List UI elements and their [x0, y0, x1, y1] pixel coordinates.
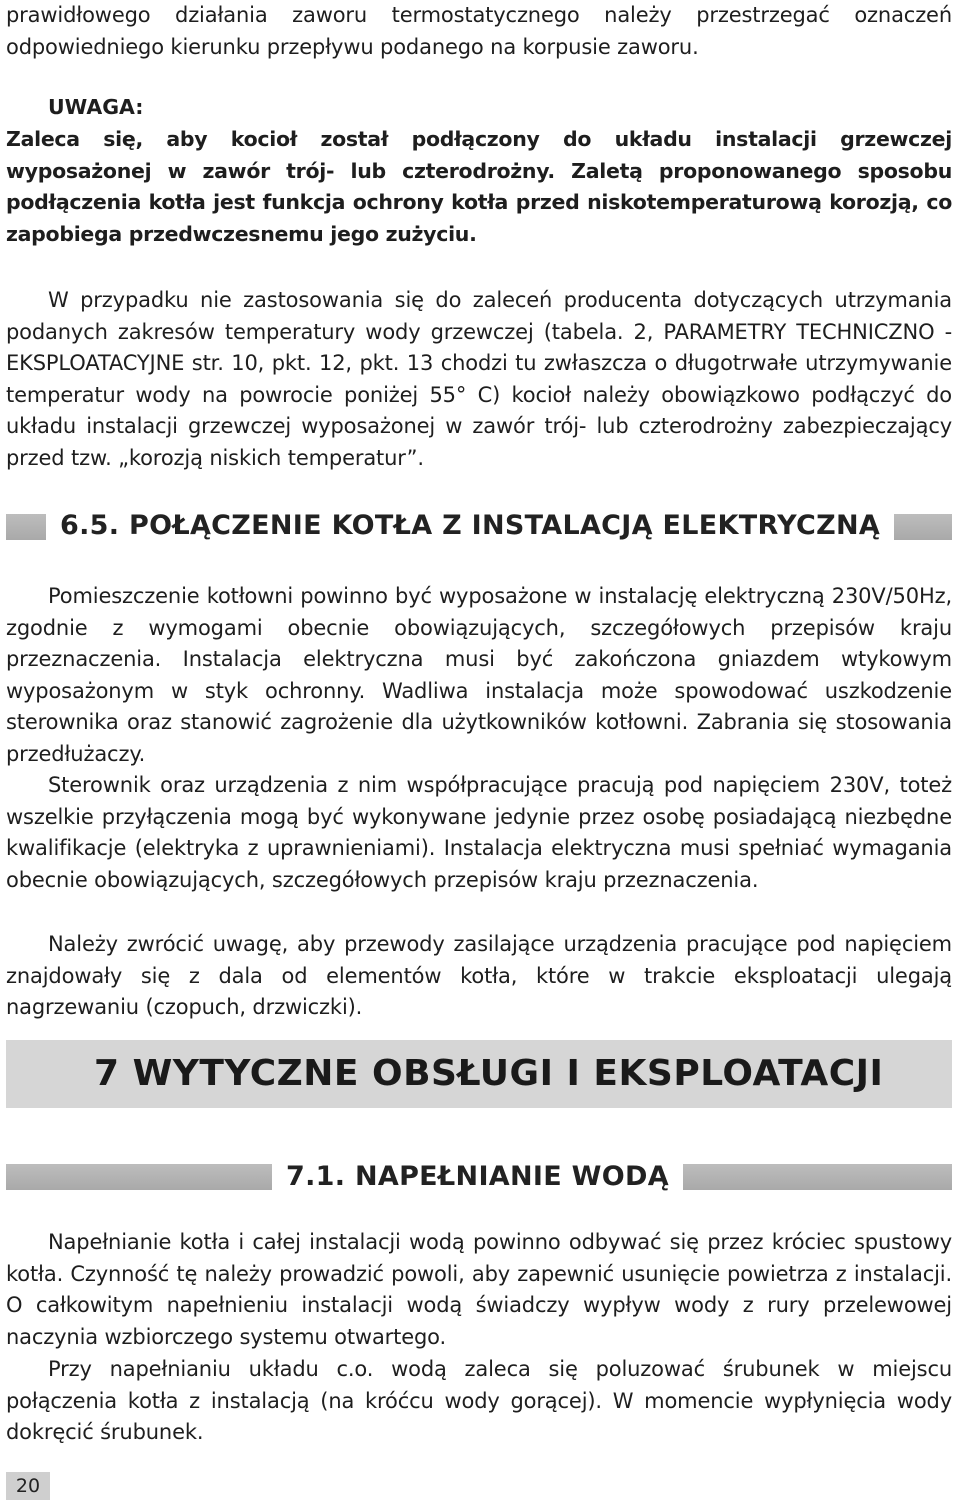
page-number: 20 — [15, 1475, 41, 1497]
paragraph-electrical-room: Pomieszczenie kotłowni powinno być wyposażone w instalację elektryczną 230V/50Hz, zgodnie z wymogami obecnie obowiązujących, szczegółowych przepisów kraju przeznaczenia. Instalacja elektryczna musi być zakończona gniazdem wtykowym wyposażonym w styk ochronny. Wadliwa instalacja może spowodować uszkodzenie sterownika oraz stanowić zagrożenie dla użytkowników kotłowni. Zabrania się stosowania przedłużaczy. — [6, 584, 952, 766]
section-title-6-5: 6.5. POŁĄCZENIE KOTŁA Z INSTALACJĄ ELEKTRYCZNĄ — [46, 505, 894, 547]
chapter-title-7: 7 WYTYCZNE OBSŁUGI I EKSPLOATACJI — [94, 1053, 884, 1094]
paragraph-low-temperature-corrosion: W przypadku nie zastosowania się do zaleceń producenta dotyczących utrzymania podanych zakresów temperatury wody grzewczej (tabela. 2, PARAMETRY TECHNICZNO - EKSPLOATACYJNE str. 10, pkt. 12, pkt. 13 chodzi tu zwłaszcza o długotrwałe utrzymywanie temperatur wody na powrocie poniżej 55° C) kocioł należy obowiązkowo podłączyć do układu instalacji grzewczej wyposażonej w zawór trój- lub czterodrożny zabezpieczający przed tzw. „korozją niskich temperatur”. — [6, 288, 952, 470]
paragraph-filling-water: Napełnianie kotła i całej instalacji wodą powinno odbywać się przez króciec spustowy kotła. Czynność tę należy prowadzić powoli, aby zapewnić usunięcie powietrza z instalacji. O całkowitym napełnieniu instalacji wodą świadczy wypływ wody z rury przelewowej naczynia wzbiorczego systemu otwartego. — [6, 1230, 952, 1349]
warning-label: UWAGA: — [48, 95, 144, 119]
paragraph-valve-direction: prawidłowego działania zaworu termostatycznego należy przestrzegać oznaczeń odpowiedniego kierunku przepływu podanego na korpusie zaworu. — [6, 3, 952, 59]
paragraph-controller-voltage: Sterownik oraz urządzenia z nim współpracujące pracują pod napięciem 230V, toteż wszelkie przyłączenia mogą być wykonywane jedynie przez osobę posiadającą niezbędne kwalifikacje (elektryka z uprawnieniami). Instalacja elektryczna musi spełniać wymagania obecnie obowiązujących, szczegółowych przepisów kraju przeznaczenia. — [6, 773, 952, 892]
paragraph-loosen-union: Przy napełnianiu układu c.o. wodą zaleca się poluzować śrubunek w miejscu połączenia kotła z instalacją (na króćcu wody gorącej). W momencie wypłynięcia wody dokręcić śrubunek. — [6, 1357, 952, 1445]
paragraph-power-cables: Należy zwrócić uwagę, aby przewody zasilające urządzenia pracujące pod napięciem znajdowały się z dala od elementów kotła, które w trakcie eksploatacji ulegają nagrzewaniu (czopuch, drzwiczki). — [6, 932, 952, 1020]
section-title-7-1: 7.1. NAPEŁNIANIE WODĄ — [272, 1155, 683, 1199]
warning-text: Zaleca się, aby kocioł został podłączony do układu instalacji grzewczej wyposażonej w zawór trój- lub czterodrożny. Zaletą proponowanego sposobu podłączenia kotła jest funkcja ochrony kotła przed niskotemperaturową korozją, co zapobiega przedwczesnemu jego zużyciu. — [6, 127, 952, 246]
